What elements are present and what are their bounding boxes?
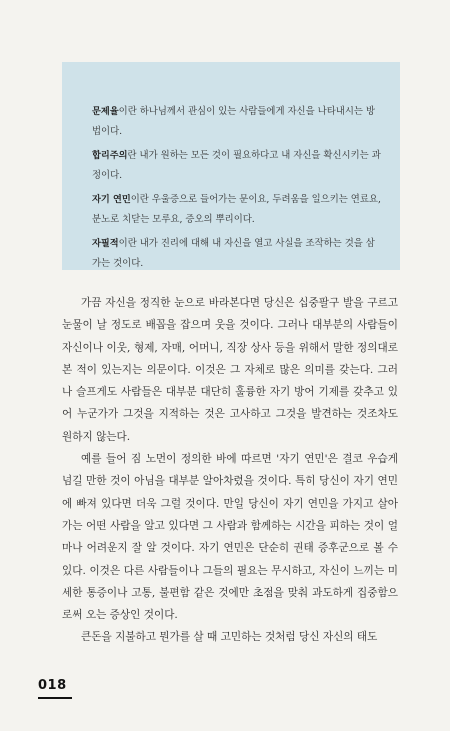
paragraph: 예를 들어 짐 노먼이 정의한 바에 따르면 '자기 연민'은 결코 우습게 넘길 만한 것이 아님을 대부분 알아차렸을 것이다. 특히 당신이 자기 연민에 빠져 있다면 더욱 그럴 것이다. 만일 당신이 자기 연민을 가지고 살아가는 어떤 사람을 알고 있다면 그 사람과 함께하는 시간을 피하는 것이 얼마나 어려운지 잘 알 것이다. 자기 연민은 단순히 권태 증후군으로 볼 수 있다. 이것은 다른 사람들이나 그들의 필요는 무시하고, 자신이 느끼는 미세한 통증이나 고통, 불편함 같은 것에만 초점을 맞춰 과도하게 집중함으로써 오는 증상인 것이다. bbox=[62, 453, 398, 622]
definition-text: 이란 내가 진리에 대해 내 자신을 열고 사실을 조작하는 것을 삼가는 것이다. bbox=[92, 238, 375, 269]
definition-text: 이란 우울증으로 들어가는 문이요, 두려움을 일으키는 연료요, 분노로 치닫는 모루요, 증오의 뿌리이다. bbox=[92, 194, 381, 225]
definition-item bbox=[92, 146, 382, 186]
definition-term: 자필적 bbox=[92, 238, 119, 249]
paragraph: 큰돈을 지불하고 뭔가를 살 때 고민하는 것처럼 당신 자신의 태도 bbox=[81, 631, 378, 644]
definition-text: 이란 하나님께서 관심이 있는 사람들에게 자신을 나타내시는 방법이다. bbox=[92, 106, 375, 137]
paragraph: 가끔 자신을 정직한 눈으로 바라본다면 당신은 십중팔구 발을 구르고 눈물이 날 정도로 배꼽을 잡으며 웃을 것이다. 그러나 대부분의 사람들이 자신이나 이웃, 형제, 자매, 어머니, 직장 상사 등을 위해서 말한 정의대로 본 적이 있는지는 의문이다. 이것은 그 자체로 많은 의미를 갖는다. 그러나 슬프게도 사람들은 대부분 대단히 훌륭한 자기 방어 기제를 갖추고 있어 누군가가 그것을 지적하는 것은 고사하고 그것을 발견하는 것조차도 원하지 않는다. bbox=[62, 297, 398, 443]
definition-item bbox=[92, 102, 382, 142]
definition-term: 문제율 bbox=[92, 106, 119, 117]
definition-item bbox=[92, 234, 382, 274]
definition-box bbox=[62, 62, 400, 270]
definition-term: 자기 연민 bbox=[92, 194, 131, 205]
bleed-through-text bbox=[82, 68, 390, 82]
definition-text: 란 내가 원하는 모든 것이 필요하다고 내 자신을 확신시키는 과정이다. bbox=[92, 150, 381, 181]
definition-term: 합리주의 bbox=[92, 150, 128, 161]
definition-item bbox=[92, 190, 382, 230]
page-number-underline bbox=[38, 697, 72, 699]
body-text bbox=[62, 292, 398, 649]
page-number: 018 bbox=[38, 678, 67, 693]
